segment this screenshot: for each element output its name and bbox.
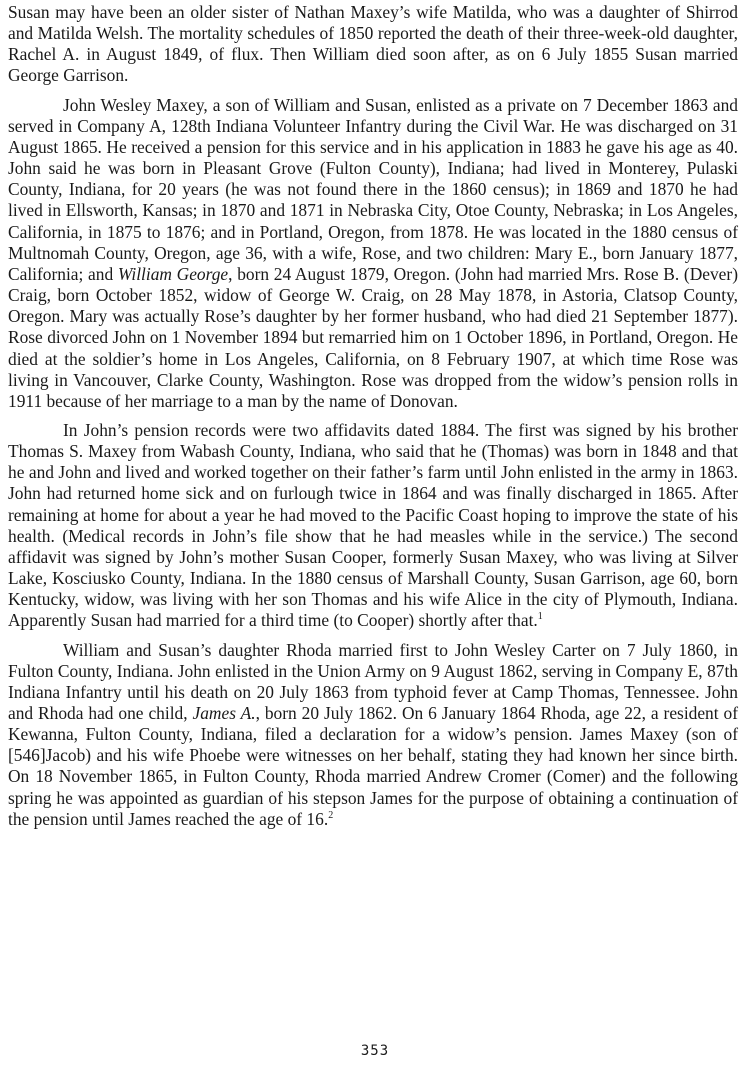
page-number: 353 xyxy=(360,1043,390,1059)
footnote-marker-2: 2 xyxy=(328,809,334,821)
document-body xyxy=(8,2,738,830)
paragraph-1-text: Susan may have been an older sister of Nathan Maxey’s wife Matilda, who was a daughter of Shirrod and Matilda Welsh. The mortality schedules of 1850 reported the death of their three-week-old daughter, Rachel A. in August 1849, of flux. Then William died soon after, as on 6 July 1855 Susan married George Garrison. xyxy=(8,2,738,86)
paragraph-1 xyxy=(8,2,738,87)
paragraph-4-italic-name: James A. xyxy=(192,703,256,723)
paragraph-2-text-b: , born 24 August 1879, Oregon. (John had married Mrs. Rose B. (Dever) Craig, born October 1852, widow of George W. Craig, on 28 May 1878, in Astoria, Clatsop County, Oregon. Mary was actually Rose’s daughter by her former husband, who had died 21 September 1877). Rose divorced John on 1 November 1894 but remarried him on 1 October 1896, in Portland, Oregon. He died at the soldier’s home in Los Angeles, California, on 8 February 1907, at which time Rose was living in Vancouver, Clarke County, Washington. Rose was dropped from the widow’s pension rolls in 1911 because of her marriage to a man by the name of Donovan. xyxy=(8,263,738,411)
paragraph-2 xyxy=(8,95,738,412)
paragraph-2-text-a: John Wesley Maxey, a son of William and Susan, enlisted as a private on 7 December 1863 and served in Company A, 128th Indiana Volunteer Infantry during the Civil War. He was discharged on 31 August 1865. He received a pension for this service and in his application in 1883 he gave his age as 40. John said he was born in Pleasant Grove (Fulton County), Indiana; had lived in Monterey, Pulaski County, Indiana, for 20 years (he was not found there in the 1860 census); in 1869 and 1870 he had lived in Ellsworth, Kansas; in 1870 and 1871 in Nebraska City, Otoe County, Nebraska; in Los Angeles, California, in 1875 to 1876; and in Portland, Oregon, from 1878. He was located in the 1880 census of Multnomah County, Oregon, age 36, with a wife, Rose, and two children: Mary E., born January 1877, California; and xyxy=(8,94,738,284)
paragraph-3-text: In John’s pension records were two affidavits dated 1884. The first was signed by his brother Thomas S. Maxey from Wabash County, Indiana, who said that he (Thomas) was born in 1848 and that he and John and lived and worked together on their father’s farm until John enlisted in the army in 1863. John had returned home sick and on furlough twice in 1864 and was finally discharged in 1865. After remaining at home for about a year he had moved to the Pacific Coast hoping to improve the state of his health. (Medical records in John’s file show that he had measles while in the service.) The second affidavit was signed by John’s mother Susan Cooper, formerly Susan Maxey, who was living at Silver Lake, Kosciusko County, Indiana. In the 1880 census of Marshall County, Susan Garrison, age 60, born Kentucky, widow, was living with her son Thomas and his wife Alice in the city of Plymouth, Indiana. Apparently Susan had married for a third time (to Cooper) shortly after that. xyxy=(8,419,738,631)
paragraph-4-text-b: , born 20 July 1862. On 6 January 1864 Rhoda, age 22, a resident of Kewanna, Fulton County, Indiana, filed a declaration for a widow’s pension. James Maxey (son of [546]Jacob) and his wife Phoebe were witnesses on her behalf, stating they had known her since birth. On 18 November 1865, in Fulton County, Rhoda married Andrew Cromer (Comer) and the following spring he was appointed as guardian of his stepson James for the purpose of obtaining a continuation of the pension until James reached the age of 16. xyxy=(8,703,739,829)
paragraph-4 xyxy=(8,640,738,830)
paragraph-3 xyxy=(8,420,738,632)
footnote-marker-1: 1 xyxy=(537,611,543,623)
paragraph-4-text-a: William and Susan’s daughter Rhoda married first to John Wesley Carter on 7 July 1860, in Fulton County, Indiana. John enlisted in the Union Army on 9 August 1862, serving in Company E, 87th Indiana Infantry until his death on 20 July 1863 from typhoid fever at Camp Thomas, Tennessee. John and Rhoda had one child, xyxy=(8,639,738,723)
paragraph-2-italic-name: William George xyxy=(117,263,229,284)
